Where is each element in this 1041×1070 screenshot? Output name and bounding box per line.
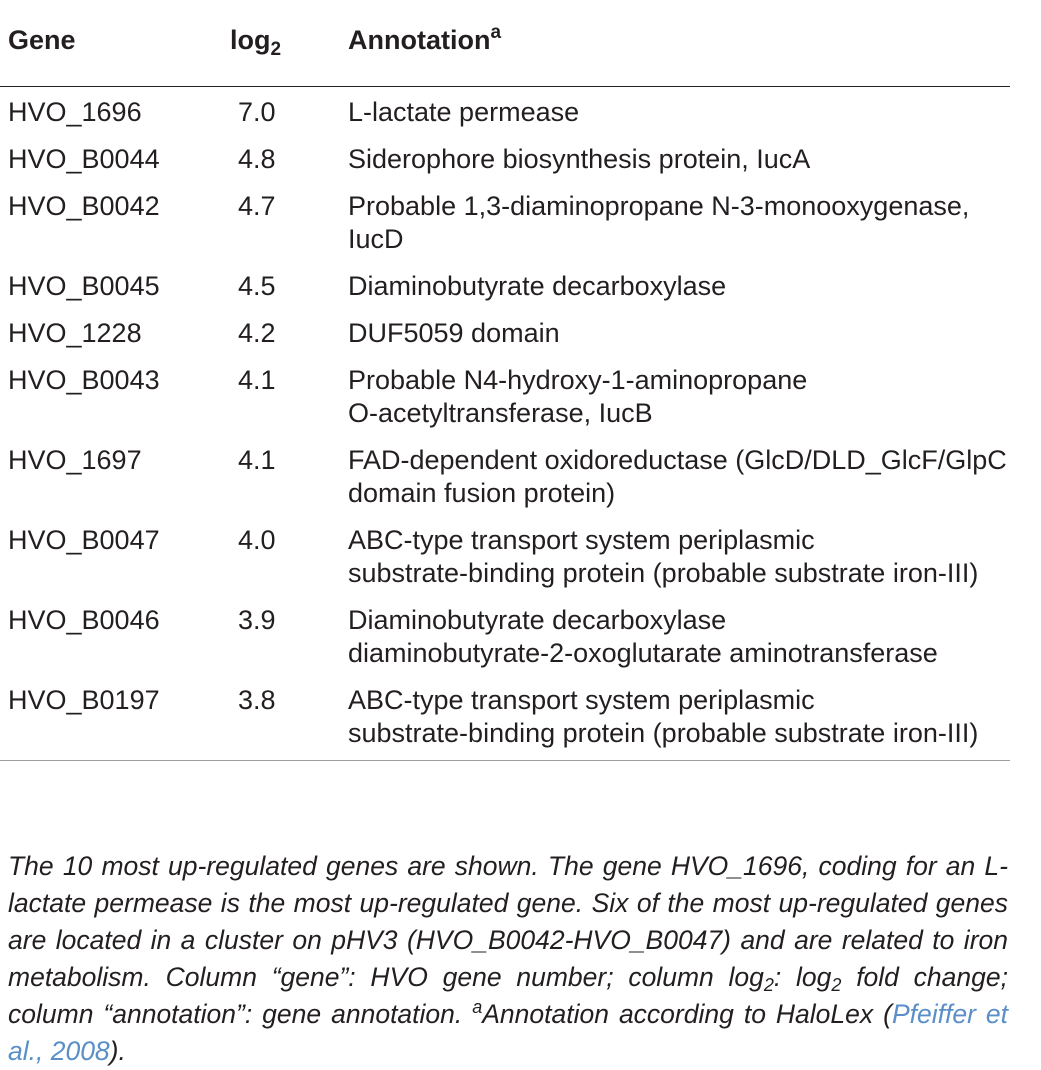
gene-cell: HVO_1697 [8, 445, 142, 475]
annotation-line: O-acetyltransferase, IucB [348, 398, 653, 428]
gene-cell: HVO_1228 [8, 318, 142, 348]
gene-cell: HVO_B0043 [8, 365, 160, 395]
table-row [0, 596, 1010, 676]
log2-cell: 4.7 [238, 191, 276, 221]
annotation-line: Diaminobutyrate decarboxylase [348, 605, 727, 635]
header-log2 [230, 0, 348, 87]
annotation-cell [348, 135, 1010, 182]
annotation-cell [348, 356, 1010, 436]
gene-cell: HVO_1696 [8, 97, 142, 127]
annotation-cell [348, 87, 1010, 136]
annotation-line: IucD [348, 224, 404, 254]
table-row [0, 309, 1010, 356]
header-gene [0, 0, 230, 87]
caption-part2: : log [773, 961, 832, 992]
caption-part3: fold change; column “annotation”: gene annotation. [8, 961, 1008, 1029]
header-annotation-label [348, 21, 502, 57]
log2-cell: 7.0 [238, 97, 276, 127]
log2-cell: 4.2 [238, 318, 276, 348]
log2-cell: 4.0 [238, 525, 276, 555]
table-caption [8, 848, 1008, 1070]
table-row [0, 262, 1010, 309]
annotation-line: FAD-dependent oxidoreductase (GlcD/DLD_GlcF/GlpC [348, 445, 1007, 475]
annotation-cell [348, 596, 1010, 676]
annotation-cell [348, 516, 1010, 596]
header-gene-label: Gene [8, 24, 76, 55]
table-row [0, 182, 1010, 262]
citation-link[interactable]: Pfeiffer et al., 2008 [8, 998, 1008, 1066]
annotation-cell [348, 262, 1010, 309]
header-log-base: log [230, 24, 271, 55]
gene-cell: HVO_B0045 [8, 271, 160, 301]
annotation-line: Probable N4-hydroxy-1-aminopropane [348, 365, 808, 395]
gene-cell: HVO_B0047 [8, 525, 160, 555]
annotation-line: ABC-type transport system periplasmic [348, 525, 815, 555]
header-annotation [348, 0, 1010, 87]
caption-sub2: 2 [831, 974, 842, 995]
annotation-line: Probable 1,3-diaminopropane N-3-monooxygenase, [348, 191, 970, 221]
header-annotation-text: Annotation [348, 24, 491, 55]
log2-cell: 4.8 [238, 144, 276, 174]
header-row [0, 0, 1010, 87]
annotation-cell [348, 676, 1010, 761]
log2-cell: 4.5 [238, 271, 276, 301]
annotation-line: substrate-binding protein (probable substrate iron-III) [348, 558, 979, 588]
table-row [0, 436, 1010, 516]
header-annotation-sup: a [490, 21, 502, 43]
annotation-line: ABC-type transport system periplasmic [348, 685, 815, 715]
table-row [0, 135, 1010, 182]
annotation-line: DUF5059 domain [348, 318, 560, 348]
log2-cell: 3.8 [230, 676, 348, 761]
log2-cell: 4.1 [238, 445, 276, 475]
annotation-line: substrate-binding protein (probable substrate iron-III) [348, 718, 979, 748]
gene-cell: HVO_B0042 [8, 191, 160, 221]
caption-part5: ). [109, 1035, 126, 1066]
annotation-cell [348, 436, 1010, 516]
caption-sup: a [472, 996, 483, 1017]
caption-part4: Annotation according to HaloLex ( [482, 998, 892, 1029]
table-row [0, 356, 1010, 436]
annotation-line: Siderophore biosynthesis protein, IucA [348, 144, 811, 174]
caption-part1: The 10 most up-regulated genes are shown. The gene HVO_1696, coding for an L-lactate permease is the most up-regulated gene. Six of the most up-regulated genes are located in a cluster on pHV3 (HVO_B0042-HVO_B0047) and are related to iron metabolism. Column “gene”: HVO gene number; column log [8, 850, 1008, 992]
log2-cell: 3.9 [238, 605, 276, 635]
table-body [0, 87, 1010, 761]
table-row [0, 516, 1010, 596]
table-header [0, 0, 1010, 87]
header-log2-label [230, 24, 282, 60]
annotation-cell [348, 182, 1010, 262]
caption-sub1: 2 [763, 974, 774, 995]
gene-cell: HVO_B0197 [0, 676, 230, 761]
log2-cell: 4.1 [238, 365, 276, 395]
annotation-line: diaminobutyrate-2-oxoglutarate aminotransferase [348, 638, 938, 668]
table-row [0, 87, 1010, 136]
annotation-line: L-lactate permease [348, 97, 580, 127]
gene-cell: HVO_B0046 [8, 605, 160, 635]
annotation-line: domain fusion protein) [348, 478, 616, 508]
annotation-line: Diaminobutyrate decarboxylase [348, 271, 727, 301]
annotation-cell [348, 309, 1010, 356]
gene-cell: HVO_B0044 [8, 144, 160, 174]
table-row [0, 676, 1010, 761]
header-log-sub: 2 [270, 38, 282, 60]
